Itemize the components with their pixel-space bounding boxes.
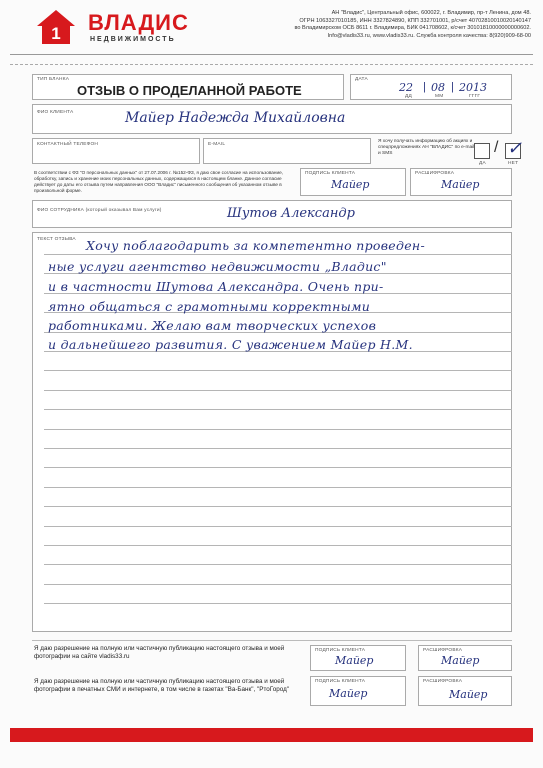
date-year[interactable]: 2013 [459, 81, 487, 94]
form-type-value: ОТЗЫВ О ПРОДЕЛАННОЙ РАБОТЕ [77, 83, 302, 98]
phone-label: КОНТАКТНЫЙ ТЕЛЕФОН [37, 142, 99, 147]
ruled-line [44, 370, 512, 371]
client-name-field[interactable] [32, 104, 512, 134]
contacts-line: АН "Владис", Центральный офис, 600022, г. Владимир, пр-т Ленина, дом 48. [331, 10, 531, 16]
review-line: ные услуги агентство недвижимости „Владис" [48, 259, 387, 274]
date-day[interactable]: 22 [399, 81, 413, 94]
date-label: ДАТА [355, 77, 368, 82]
decode-box[interactable] [410, 168, 512, 196]
client-signature-label: ПОДПИСЬ КЛИЕНТА [305, 171, 356, 176]
consent-text: В соответствии с ФЗ "О персональных данных" от 27.07.2006 г. №152-ФЗ, я даю свое согласие на использование, обработку, запись и хранение моих персональных данных, содержащихся в настоящем бланке. Данное согласие действует до даты его отзыва путем направления ООО "Владис" письменного сообщения об указанном отзыве в произвольной форме. [34, 170, 284, 194]
client-signature: Майер [331, 178, 370, 191]
contacts-line: во Владимирском ОСБ 8611 г. Владимира, БИК 041708602, к/счет 30101810000000000602. [294, 25, 531, 32]
ruled-line [44, 467, 512, 468]
employee-field[interactable] [32, 200, 512, 228]
media-decode-label: РАСШИФРОВКА [423, 679, 463, 684]
form-type-label: ТИП БЛАНКА [37, 77, 70, 82]
ruled-line [44, 254, 512, 255]
slash-divider: / [494, 139, 499, 156]
svg-text:1: 1 [51, 24, 61, 43]
client-signature-box[interactable] [300, 168, 406, 196]
date-year-hint: ГГГГ [469, 94, 481, 99]
ruled-line [44, 506, 512, 507]
site-client-signature: Майер [335, 654, 374, 667]
ruled-line [44, 603, 512, 604]
client-name-label: ФИО КЛИЕНТА [37, 110, 74, 115]
ruled-line [44, 390, 512, 391]
site-decode-box[interactable] [418, 645, 512, 671]
brand-subtitle: НЕДВИЖИМОСТЬ [90, 36, 176, 43]
ruled-line [44, 409, 512, 410]
date-month-hint: ММ [435, 94, 444, 99]
contacts-line: Info@vladis33.ru, www.vladis33.ru. Служба контроля качества: 8(920)909-68-00 [327, 32, 531, 39]
house-key-logo-icon [35, 8, 77, 46]
permissions-divider [32, 640, 512, 641]
contacts-line: ОГРН 1063327010185, ИНН 3327824890, КПП 332701001, р/счет 40702810010020140147 [299, 17, 531, 24]
newsletter-no-checkbox[interactable] [505, 138, 523, 159]
form-type-box [32, 74, 344, 100]
company-contacts [231, 10, 531, 40]
review-line: Хочу поблагодарить за компетентно проведен- [86, 238, 425, 253]
review-line: и дальнейшего развития. С уважением Майер Н.М. [48, 337, 413, 352]
media-client-signature: Майер [329, 687, 368, 700]
review-line: ятно общаться с грамотными корректными [48, 299, 371, 314]
date-day-hint: ДД [405, 94, 412, 99]
media-decode-box[interactable] [418, 676, 512, 706]
site-decode-value: Майер [441, 654, 480, 667]
cut-line [10, 64, 533, 65]
date-box [350, 74, 512, 100]
site-client-signature-box[interactable] [310, 645, 406, 671]
decode-value: Майер [441, 178, 480, 191]
newsletter-yes-checkbox[interactable] [474, 143, 490, 159]
ruled-line [44, 564, 512, 565]
employee-label: ФИО СОТРУДНИКА (который оказывал Вам услуги) [37, 208, 162, 213]
permit-site-text: Я даю разрешение на полную или частичную публикацию настоящего отзыва и моей фотографии на сайте vladis33.ru [34, 645, 285, 661]
email-label: E-MAIL [208, 142, 226, 147]
header-divider [10, 54, 533, 55]
decode-label: РАСШИФРОВКА [415, 171, 455, 176]
review-line: работниками. Желаю вам творческих успехов [48, 318, 377, 333]
email-field[interactable] [203, 138, 371, 164]
brand-name: ВЛАДИС [88, 10, 189, 35]
no-label: НЕТ [508, 161, 519, 166]
permit-media-text: Я даю разрешение на полную или частичную публикацию настоящего отзыва и моей фотографии в печатных СМИ и интернете, в том числе в газетах "Ва-Банк", "РтоГород" [34, 678, 290, 694]
newsletter-text: Я хочу получать информацию об акциях и спецпредложениях АН "ВЛАДИС" по e-mail и SMS [378, 139, 475, 156]
date-separator: | [423, 81, 426, 93]
site-client-signature-label: ПОДПИСЬ КЛИЕНТА [315, 648, 366, 653]
review-line: и в частности Шутова Александра. Очень при- [48, 279, 384, 294]
media-decode-value: Майер [449, 688, 488, 701]
yes-label: ДА [479, 161, 486, 166]
media-client-signature-box[interactable] [310, 676, 406, 706]
media-client-signature-label: ПОДПИСЬ КЛИЕНТА [315, 679, 366, 684]
site-decode-label: РАСШИФРОВКА [423, 648, 463, 653]
review-label: ТЕКСТ ОТЗЫВА [37, 237, 76, 242]
employee-value: Шутов Александр [227, 206, 355, 221]
client-name-value: Майер Надежда Михайловна [125, 110, 346, 126]
date-month[interactable]: 08 [431, 81, 445, 94]
checkmark-icon: ✓ [507, 138, 523, 159]
ruled-line [44, 526, 512, 527]
footer-red-bar [10, 728, 533, 742]
ruled-line [44, 429, 512, 430]
phone-field[interactable] [32, 138, 200, 164]
ruled-line [44, 487, 512, 488]
ruled-line [44, 448, 512, 449]
ruled-line [44, 584, 512, 585]
ruled-line [44, 545, 512, 546]
date-separator: | [451, 81, 454, 93]
